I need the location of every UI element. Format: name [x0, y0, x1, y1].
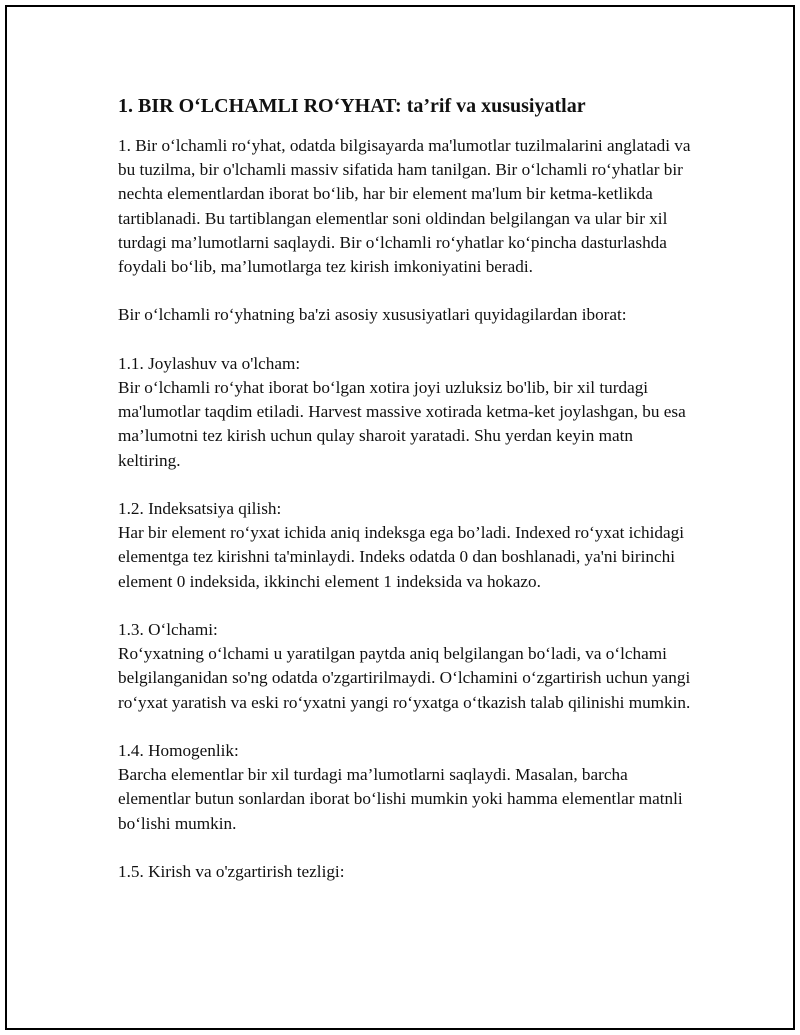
section-1-2 [118, 497, 698, 594]
section-heading: 1.2. Indeksatsiya qilish: [118, 499, 282, 518]
section-body: Bir o‘lchamli ro‘yhat iborat bo‘lgan xotira joyi uzluksiz bo'lib, bir xil turdagi ma'lumotlar taqdim etiladi. Harvest massive xotirada ketma-ket joylashgan, bu esa ma’lumotni tez kirish uchun qulay sharoit yaratadi. Shu yerdan keyin matn keltiring. [118, 378, 686, 470]
section-body: Har bir element ro‘yxat ichida aniq indeksga ega bo’ladi. Indexed ro‘yxat ichidagi elementga tez kirishni ta'minlaydi. Indeks odatda 0 dan boshlanadi, ya'ni birinchi element 0 indeksida, ikkinchi element 1 indeksida va hokazo. [118, 523, 685, 591]
section-heading: 1.3. O‘lchami: [118, 620, 218, 639]
section-1-3 [118, 618, 698, 715]
section-heading: 1.5. Kirish va o'zgartirish tezligi: [118, 862, 345, 881]
section-1-4 [118, 739, 698, 836]
properties-intro: Bir o‘lchamli ro‘yhatning ba'zi asosiy xususiyatlari quyidagilardan iborat: [118, 305, 627, 325]
section-1-1 [118, 352, 698, 473]
section-1-5 [118, 860, 698, 884]
section-body: Ro‘yxatning o‘lchami u yaratilgan paytda aniq belgilangan bo‘ladi, va o‘lchami belgilanganidan so'ng odatda o'zgartirilmaydi. O‘lchamini o‘zgartirish uchun yangi ro‘yxat yaratish va eski ro‘yxatni yangi ro‘yxatga o‘tkazish talab qilinishi mumkin. [118, 644, 691, 712]
intro-paragraph: 1. Bir o‘lchamli ro‘yhat, odatda bilgisayarda ma'lumotlar tuzilmalarini anglatadi va bu tuzilma, bir o'lchamli massiv sifatida ham tanilgan. Bir o‘lchamli ro‘yhatlar bir nechta elementlardan iborat bo‘lib, har bir element ma'lum bir ketma-ketlikda tartiblanadi. Bu tartiblangan elementlar soni oldindan belgilangan va ular bir xil turdagi ma’lumotlarni saqlaydi. Bir o‘lchamli ro‘yhatlar ko‘pincha dasturlashda foydali bo‘lib, ma’lumotlarga tez kirish imkoniyatini beradi. [118, 136, 691, 277]
section-heading: 1.1. Joylashuv va o'lcham: [118, 353, 301, 373]
document-content [118, 92, 698, 884]
section-heading: 1.4. Homogenlik: [118, 741, 239, 760]
section-body: Barcha elementlar bir xil turdagi ma’lumotlarni saqlaydi. Masalan, barcha elementlar butun sonlardan iborat bo‘lishi mumkin yoki hamma elementlar matnli bo‘lishi mumkin. [118, 765, 683, 833]
document-title: 1. BIR O‘LCHAMLI RO‘YHAT: ta’rif va xususiyatlar [118, 95, 586, 117]
